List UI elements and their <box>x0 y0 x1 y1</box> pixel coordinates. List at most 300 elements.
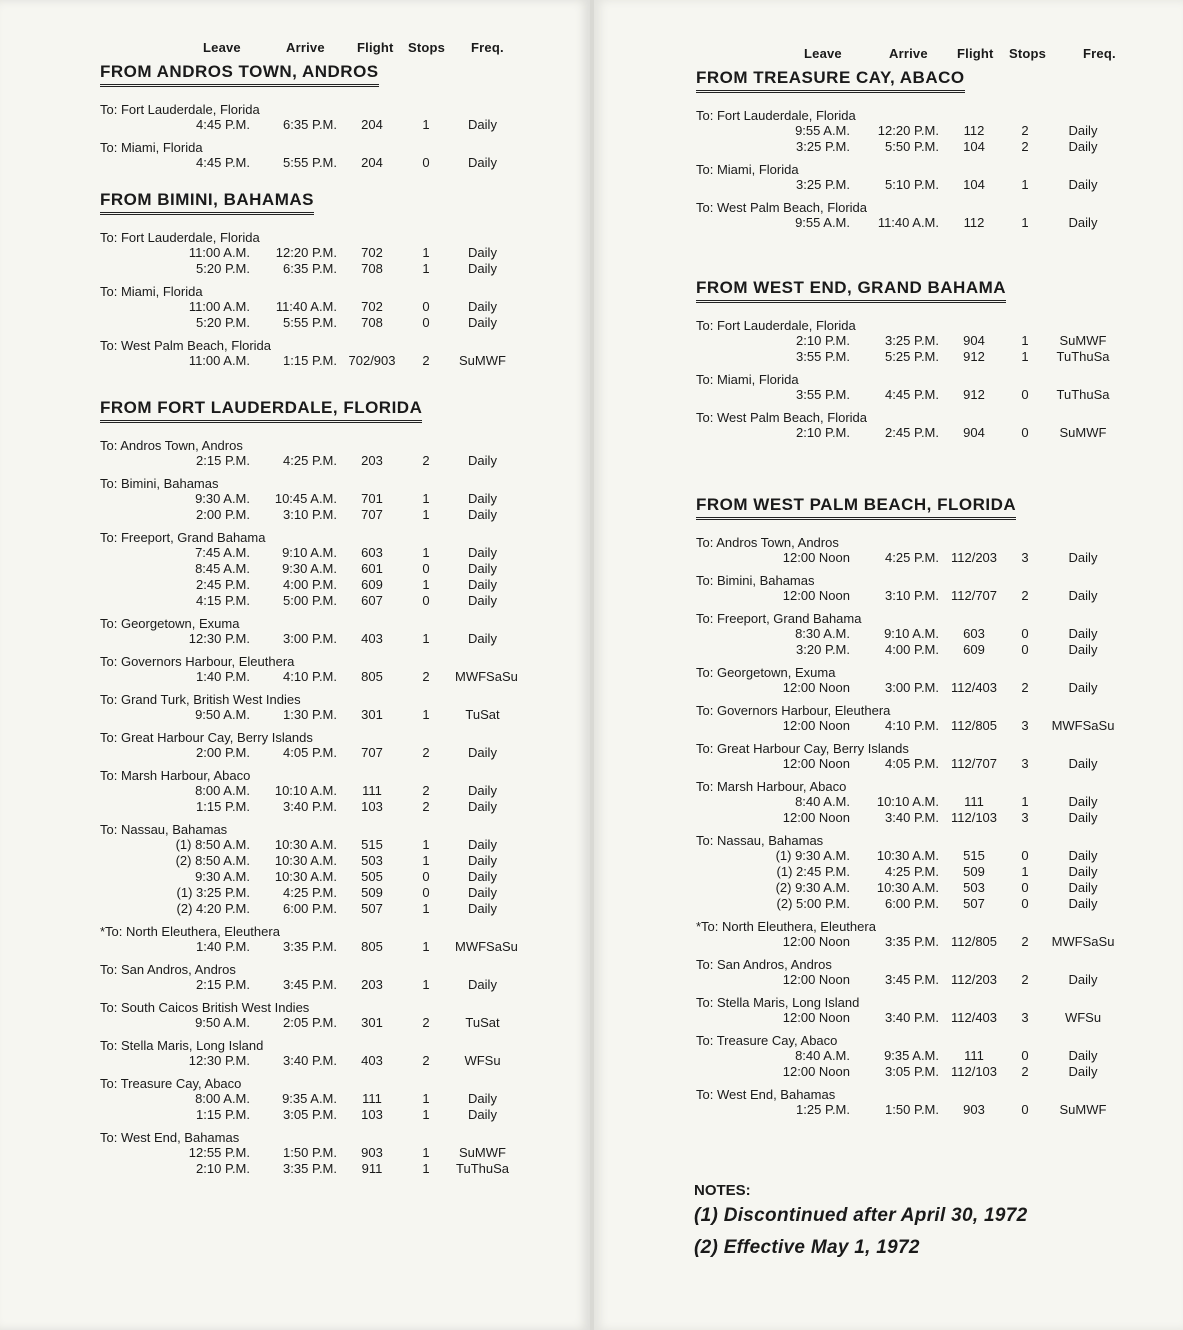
flight-arrive: 3:35 P.M. <box>885 934 939 949</box>
flight-freq: Daily <box>468 299 497 314</box>
flight-flight: 507 <box>361 901 383 916</box>
destination-name: To: Fort Lauderdale, Florida <box>100 230 260 245</box>
flight-arrive: 9:30 A.M. <box>282 561 337 576</box>
flight-arrive: 3:10 P.M. <box>283 507 337 522</box>
flight-freq: Daily <box>1068 1064 1098 1079</box>
flight-row <box>100 1091 590 1107</box>
flight-flight: 204 <box>361 117 383 132</box>
flight-row <box>696 349 1183 365</box>
destination-group <box>100 438 590 469</box>
flight-stops: 2 <box>1021 139 1029 154</box>
flight-leave: 9:30 A.M. <box>195 491 250 506</box>
flight-leave: 9:55 A.M. <box>795 215 850 230</box>
flight-arrive: 5:25 P.M. <box>885 349 939 364</box>
destination-group <box>100 1076 590 1123</box>
flight-flight: 903 <box>963 1102 985 1117</box>
destination-group <box>100 476 590 523</box>
flight-stops: 1 <box>1021 215 1029 230</box>
note-item: (2) Effective May 1, 1972 <box>694 1237 920 1258</box>
flight-row <box>100 853 590 869</box>
destination-name: To: Marsh Harbour, Abaco <box>696 779 847 794</box>
flight-arrive: 10:10 A.M. <box>274 783 337 798</box>
destination-group <box>696 741 1183 772</box>
flight-flight: 912 <box>963 387 985 402</box>
flight-leave: (2) 8:50 A.M. <box>175 853 250 868</box>
flight-freq: Daily <box>468 837 497 852</box>
flight-leave: 1:15 P.M. <box>196 1107 250 1122</box>
destination-name: To: San Andros, Andros <box>100 962 236 977</box>
destination-group <box>100 730 590 761</box>
flight-flight: 702 <box>361 245 383 260</box>
flight-row <box>696 1010 1183 1026</box>
flight-freq: Daily <box>1068 880 1098 895</box>
flight-arrive: 6:00 P.M. <box>885 896 939 911</box>
flight-leave: (2) 5:00 P.M. <box>776 896 850 911</box>
destination-group <box>100 962 590 993</box>
flight-flight: 805 <box>361 939 383 954</box>
flight-arrive: 3:35 P.M. <box>283 939 337 954</box>
section-title: FROM BIMINI, BAHAMAS <box>100 190 314 215</box>
flight-freq: Daily <box>1068 626 1098 641</box>
flight-freq: SuMWF <box>1059 1102 1107 1117</box>
section-body <box>100 102 590 171</box>
column-header-flight: Flight <box>357 40 394 55</box>
flight-freq: Daily <box>468 631 497 646</box>
flight-flight: 112/103 <box>950 1064 998 1079</box>
flight-row <box>100 837 590 853</box>
flight-row <box>696 588 1183 604</box>
flight-row <box>696 387 1183 403</box>
destination-group <box>100 654 590 685</box>
flight-leave: 1:40 P.M. <box>196 939 250 954</box>
flight-leave: 12:00 Noon <box>782 680 850 695</box>
flight-stops: 1 <box>422 901 430 916</box>
flight-arrive: 10:10 A.M. <box>876 794 939 809</box>
destination-name: To: Freeport, Grand Bahama <box>696 611 862 626</box>
flight-leave: 12:30 P.M. <box>188 631 250 646</box>
flight-leave: (2) 9:30 A.M. <box>775 880 850 895</box>
left-page <box>0 0 590 1330</box>
flight-freq: WFSu <box>464 1053 501 1068</box>
flight-stops: 0 <box>422 299 430 314</box>
flight-row <box>100 261 590 277</box>
flight-arrive: 9:35 A.M. <box>282 1091 337 1106</box>
destination-name: To: Andros Town, Andros <box>696 535 839 550</box>
destination-name: To: Fort Lauderdale, Florida <box>696 318 856 333</box>
flight-leave: 3:55 P.M. <box>796 387 850 402</box>
flight-freq: Daily <box>468 491 497 506</box>
flight-freq: Daily <box>1068 177 1098 192</box>
column-header-stops: Stops <box>408 40 446 55</box>
flight-row <box>100 577 590 593</box>
destination-group <box>696 573 1183 604</box>
flight-row <box>696 1102 1183 1118</box>
flight-stops: 1 <box>1021 177 1029 192</box>
column-header-freq: Freq. <box>1083 46 1116 61</box>
flight-stops: 2 <box>422 669 430 684</box>
flight-flight: 104 <box>963 139 985 154</box>
flight-freq: Daily <box>468 577 497 592</box>
flight-arrive: 3:45 P.M. <box>885 972 939 987</box>
flight-freq: Daily <box>1068 1048 1098 1063</box>
flight-row <box>100 1015 590 1031</box>
flight-flight: 104 <box>963 177 985 192</box>
flight-stops: 1 <box>422 1161 430 1176</box>
destination-group <box>100 140 590 171</box>
section-title: FROM ANDROS TOWN, ANDROS <box>100 62 379 87</box>
destination-name: To: South Caicos British West Indies <box>100 1000 310 1015</box>
flight-leave: 8:40 A.M. <box>795 1048 850 1063</box>
flight-stops: 1 <box>422 261 430 276</box>
flight-arrive: 4:45 P.M. <box>885 387 939 402</box>
destination-group <box>100 924 590 955</box>
flight-freq: Daily <box>468 261 497 276</box>
flight-row <box>100 783 590 799</box>
flight-row <box>100 707 590 723</box>
column-header-row <box>0 40 590 62</box>
flight-row <box>100 245 590 261</box>
flight-freq: Daily <box>468 1107 497 1122</box>
destination-group <box>696 535 1183 566</box>
destination-name: To: West End, Bahamas <box>696 1087 836 1102</box>
flight-stops: 2 <box>422 353 430 368</box>
flight-stops: 0 <box>422 561 430 576</box>
flight-stops: 3 <box>1021 718 1029 733</box>
destination-name: To: Marsh Harbour, Abaco <box>100 768 251 783</box>
flight-arrive: 3:05 P.M. <box>283 1107 337 1122</box>
flight-freq: Daily <box>1068 139 1098 154</box>
column-header-arrive: Arrive <box>889 46 928 61</box>
flight-stops: 0 <box>1021 626 1029 641</box>
flight-arrive: 5:55 P.M. <box>283 315 337 330</box>
flight-freq: MWFSaSu <box>455 669 518 684</box>
flight-leave: 4:15 P.M. <box>196 593 250 608</box>
destination-group <box>696 833 1183 912</box>
flight-freq: Daily <box>1068 215 1098 230</box>
destination-group <box>100 1000 590 1031</box>
flight-arrive: 6:35 P.M. <box>283 261 337 276</box>
flight-arrive: 11:40 A.M. <box>877 215 939 230</box>
flight-row <box>696 896 1183 912</box>
flight-row <box>696 1048 1183 1064</box>
flight-row <box>696 810 1183 826</box>
flight-leave: 3:20 P.M. <box>796 642 850 657</box>
flight-leave: 2:45 P.M. <box>196 577 250 592</box>
flight-flight: 503 <box>361 853 383 868</box>
flight-row <box>100 353 590 369</box>
flight-arrive: 9:10 A.M. <box>884 626 939 641</box>
flight-stops: 0 <box>1021 1102 1029 1117</box>
flight-flight: 607 <box>361 593 383 608</box>
flight-freq: Daily <box>1068 550 1098 565</box>
flight-flight: 203 <box>361 453 383 468</box>
flight-leave: 9:30 A.M. <box>195 869 250 884</box>
flight-leave: 3:25 P.M. <box>796 139 850 154</box>
flight-leave: 4:45 P.M. <box>196 155 250 170</box>
flight-arrive: 4:00 P.M. <box>885 642 939 657</box>
flight-leave: 1:25 P.M. <box>796 1102 850 1117</box>
flight-flight: 702/903 <box>348 353 396 368</box>
flight-flight: 503 <box>963 880 985 895</box>
flight-arrive: 10:30 A.M. <box>274 869 337 884</box>
flight-arrive: 4:25 P.M. <box>885 550 939 565</box>
destination-name: To: Governors Harbour, Eleuthera <box>100 654 295 669</box>
flight-row <box>696 215 1183 231</box>
section-body <box>696 318 1183 441</box>
flight-flight: 112/203 <box>950 550 998 565</box>
flight-stops: 0 <box>1021 387 1029 402</box>
destination-name: To: Andros Town, Andros <box>100 438 243 453</box>
destination-name: To: Miami, Florida <box>696 372 799 387</box>
destination-name: To: Governors Harbour, Eleuthera <box>696 703 891 718</box>
flight-flight: 515 <box>361 837 383 852</box>
destination-group <box>696 1033 1183 1080</box>
flight-arrive: 6:35 P.M. <box>283 117 337 132</box>
flight-freq: SuMWF <box>1059 333 1107 348</box>
flight-leave: 12:55 P.M. <box>188 1145 250 1160</box>
flight-leave: 7:45 A.M. <box>195 545 250 560</box>
flight-freq: Daily <box>1068 810 1098 825</box>
flight-row <box>100 669 590 685</box>
flight-flight: 203 <box>361 977 383 992</box>
flight-row <box>100 1161 590 1177</box>
flight-flight: 904 <box>963 333 985 348</box>
flight-leave: (1) 9:30 A.M. <box>775 848 850 863</box>
flight-row <box>100 1053 590 1069</box>
flight-stops: 1 <box>422 837 430 852</box>
flight-flight: 903 <box>361 1145 383 1160</box>
flight-row <box>696 756 1183 772</box>
flight-stops: 1 <box>422 1145 430 1160</box>
flight-flight: 103 <box>361 799 383 814</box>
flight-flight: 708 <box>361 261 383 276</box>
section-title: FROM WEST PALM BEACH, FLORIDA <box>696 495 1016 520</box>
flight-flight: 708 <box>361 315 383 330</box>
schedule-section <box>100 398 590 1184</box>
destination-group <box>696 665 1183 696</box>
flight-row <box>696 425 1183 441</box>
destination-group <box>100 102 590 133</box>
column-header-flight: Flight <box>957 46 994 61</box>
flight-leave: 8:00 A.M. <box>195 783 250 798</box>
flight-stops: 2 <box>422 453 430 468</box>
flight-freq: Daily <box>1068 588 1098 603</box>
flight-freq: Daily <box>468 593 497 608</box>
flight-stops: 2 <box>1021 680 1029 695</box>
destination-group <box>696 372 1183 403</box>
flight-arrive: 10:30 A.M. <box>876 880 939 895</box>
flight-freq: Daily <box>468 853 497 868</box>
destination-group <box>696 703 1183 734</box>
flight-stops: 0 <box>1021 848 1029 863</box>
flight-flight: 805 <box>361 669 383 684</box>
column-header-stops: Stops <box>1009 46 1047 61</box>
flight-row <box>100 869 590 885</box>
flight-arrive: 5:00 P.M. <box>283 593 337 608</box>
flight-row <box>100 1107 590 1123</box>
destination-group <box>100 692 590 723</box>
flight-arrive: 12:20 P.M. <box>877 123 939 138</box>
flight-leave: 12:00 Noon <box>782 810 850 825</box>
flight-leave: 12:00 Noon <box>782 588 850 603</box>
flight-freq: Daily <box>1068 972 1098 987</box>
destination-group <box>696 919 1183 950</box>
destination-group <box>696 318 1183 365</box>
flight-row <box>100 507 590 523</box>
flight-row <box>100 453 590 469</box>
destination-group <box>696 200 1183 231</box>
flight-leave: 12:00 Noon <box>782 934 850 949</box>
flight-flight: 505 <box>361 869 383 884</box>
flight-arrive: 5:10 P.M. <box>885 177 939 192</box>
section-title: FROM TREASURE CAY, ABACO <box>696 68 965 93</box>
destination-name: To: West Palm Beach, Florida <box>696 410 867 425</box>
flight-freq: Daily <box>468 545 497 560</box>
flight-row <box>100 299 590 315</box>
flight-stops: 1 <box>422 117 430 132</box>
flight-arrive: 3:10 P.M. <box>885 588 939 603</box>
flight-leave: 11:00 A.M. <box>188 353 250 368</box>
flight-stops: 2 <box>1021 588 1029 603</box>
flight-freq: TuSat <box>465 707 500 722</box>
flight-stops: 2 <box>422 799 430 814</box>
flight-arrive: 3:25 P.M. <box>885 333 939 348</box>
flight-freq: Daily <box>468 977 497 992</box>
flight-arrive: 1:15 P.M. <box>283 353 337 368</box>
flight-freq: Daily <box>468 561 497 576</box>
flight-stops: 0 <box>422 869 430 884</box>
destination-name: To: Fort Lauderdale, Florida <box>696 108 856 123</box>
destination-group <box>100 822 590 917</box>
flight-leave: 12:00 Noon <box>782 756 850 771</box>
flight-row <box>696 848 1183 864</box>
destination-group <box>100 338 590 369</box>
flight-row <box>696 680 1183 696</box>
flight-arrive: 3:40 P.M. <box>885 810 939 825</box>
flight-row <box>100 631 590 647</box>
flight-flight: 601 <box>361 561 383 576</box>
flight-stops: 3 <box>1021 756 1029 771</box>
destination-name: To: Nassau, Bahamas <box>696 833 824 848</box>
destination-group <box>100 1038 590 1069</box>
flight-arrive: 5:55 P.M. <box>283 155 337 170</box>
column-header-row <box>594 46 1183 68</box>
flight-leave: 9:50 A.M. <box>195 1015 250 1030</box>
flight-freq: Daily <box>468 1091 497 1106</box>
flight-leave: (1) 2:45 P.M. <box>776 864 850 879</box>
flight-leave: 8:45 A.M. <box>195 561 250 576</box>
flight-row <box>696 177 1183 193</box>
flight-freq: Daily <box>468 869 497 884</box>
flight-flight: 111 <box>362 1091 382 1106</box>
flight-arrive: 4:25 P.M. <box>283 453 337 468</box>
flight-freq: Daily <box>468 117 497 132</box>
note-item: (1) Discontinued after April 30, 1972 <box>694 1205 1028 1226</box>
flight-stops: 0 <box>1021 1048 1029 1063</box>
column-header-leave: Leave <box>804 46 842 61</box>
flight-leave: 8:30 A.M. <box>795 626 850 641</box>
flight-arrive: 5:50 P.M. <box>885 139 939 154</box>
flight-freq: Daily <box>468 315 497 330</box>
flight-flight: 301 <box>361 1015 383 1030</box>
flight-leave: 5:20 P.M. <box>196 315 250 330</box>
flight-stops: 0 <box>422 885 430 900</box>
destination-group <box>696 1087 1183 1118</box>
flight-arrive: 10:30 A.M. <box>274 837 337 852</box>
column-header-freq: Freq. <box>471 40 504 55</box>
destination-name: *To: North Eleuthera, Eleuthera <box>100 924 280 939</box>
flight-stops: 1 <box>1021 794 1029 809</box>
flight-arrive: 12:20 P.M. <box>275 245 337 260</box>
flight-leave: 2:15 P.M. <box>196 977 250 992</box>
flight-leave: 12:00 Noon <box>782 1010 850 1025</box>
flight-flight: 912 <box>963 349 985 364</box>
flight-flight: 112/403 <box>950 680 998 695</box>
flight-row <box>100 491 590 507</box>
flight-flight: 112 <box>963 215 985 230</box>
flight-flight: 904 <box>963 425 985 440</box>
flight-row <box>696 550 1183 566</box>
flight-flight: 111 <box>362 783 382 798</box>
flight-arrive: 9:35 A.M. <box>884 1048 939 1063</box>
destination-name: To: Georgetown, Exuma <box>100 616 240 631</box>
flight-freq: Daily <box>1068 864 1098 879</box>
destination-group <box>100 284 590 331</box>
destination-group <box>696 410 1183 441</box>
flight-row <box>100 545 590 561</box>
flight-stops: 3 <box>1021 550 1029 565</box>
destination-name: To: Great Harbour Cay, Berry Islands <box>100 730 313 745</box>
flight-stops: 1 <box>422 1107 430 1122</box>
flight-freq: Daily <box>468 901 497 916</box>
flight-row <box>696 972 1183 988</box>
flight-freq: Daily <box>1068 794 1098 809</box>
flight-row <box>696 1064 1183 1080</box>
flight-leave: 2:10 P.M. <box>796 425 850 440</box>
flight-arrive: 4:25 P.M. <box>283 885 337 900</box>
flight-arrive: 9:10 A.M. <box>282 545 337 560</box>
flight-stops: 2 <box>1021 123 1029 138</box>
destination-group <box>696 108 1183 155</box>
flight-arrive: 10:30 A.M. <box>876 848 939 863</box>
flight-leave: 1:40 P.M. <box>196 669 250 684</box>
flight-flight: 911 <box>361 1161 383 1176</box>
flight-flight: 509 <box>361 885 383 900</box>
flight-stops: 0 <box>1021 880 1029 895</box>
flight-stops: 2 <box>422 745 430 760</box>
destination-name: To: Stella Maris, Long Island <box>696 995 860 1010</box>
section-body <box>696 535 1183 1118</box>
flight-leave: 9:55 A.M. <box>795 123 850 138</box>
flight-flight: 103 <box>361 1107 383 1122</box>
flight-stops: 2 <box>1021 972 1029 987</box>
destination-name: To: San Andros, Andros <box>696 957 832 972</box>
flight-flight: 301 <box>361 707 383 722</box>
flight-leave: 12:00 Noon <box>782 1064 850 1079</box>
flight-stops: 2 <box>422 1053 430 1068</box>
flight-stops: 1 <box>422 1091 430 1106</box>
flight-arrive: 10:45 A.M. <box>274 491 337 506</box>
flight-arrive: 4:00 P.M. <box>283 577 337 592</box>
flight-stops: 1 <box>422 939 430 954</box>
destination-name: To: West Palm Beach, Florida <box>100 338 271 353</box>
flight-stops: 1 <box>422 507 430 522</box>
destination-name: To: Treasure Cay, Abaco <box>100 1076 242 1091</box>
flight-freq: TuThuSa <box>1056 349 1110 364</box>
flight-arrive: 3:40 P.M. <box>885 1010 939 1025</box>
flight-flight: 403 <box>361 1053 383 1068</box>
flight-flight: 111 <box>964 1048 984 1063</box>
